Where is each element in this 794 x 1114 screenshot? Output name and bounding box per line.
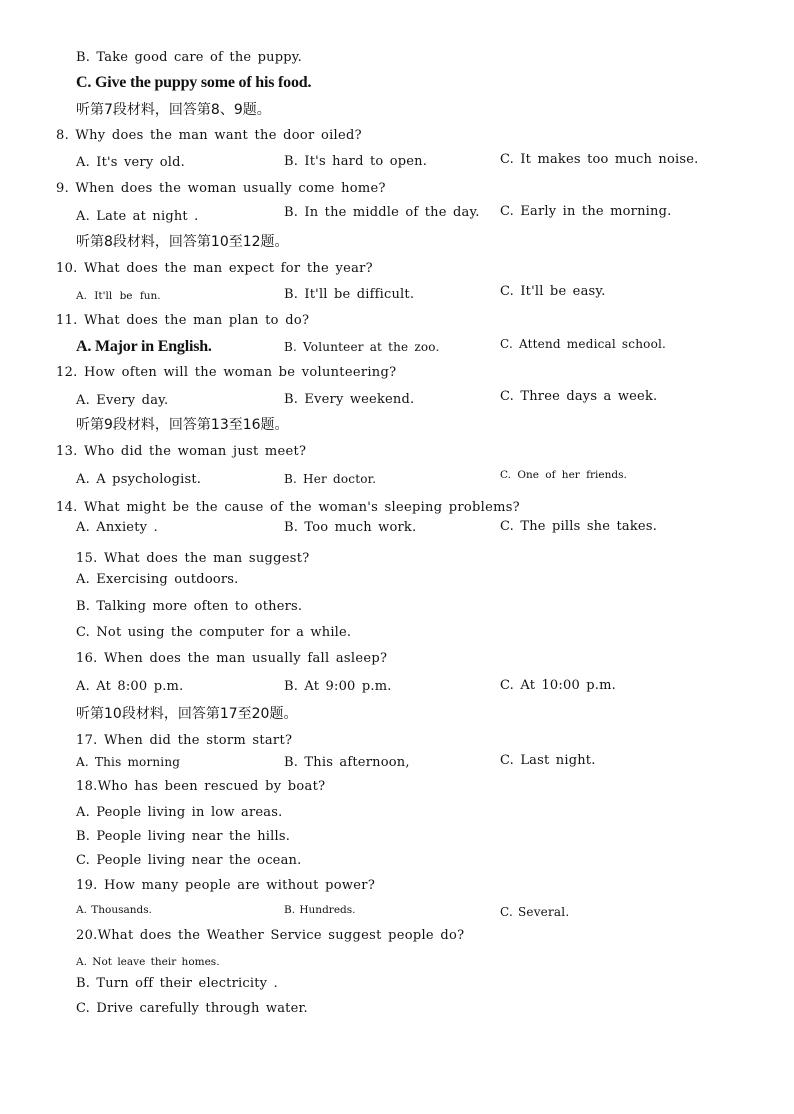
option-19a: A. Thousands. xyxy=(76,904,152,916)
option-20c: C. Drive carefully through water. xyxy=(76,1001,308,1016)
question-9: 9. When does the woman usually come home? xyxy=(56,181,386,196)
option-8a: A. It's very old. xyxy=(76,155,185,170)
option-16a: A. At 8:00 p.m. xyxy=(76,679,184,694)
section-heading-8: 听第8段材料，回答第10至12题。 xyxy=(76,234,289,250)
question-14: 14. What might be the cause of the woman's sleeping problems? xyxy=(56,500,520,515)
option-13a: A. A psychologist. xyxy=(76,472,202,487)
question-10: 10. What does the man expect for the year? xyxy=(56,261,373,276)
option-19c: C. Several. xyxy=(500,905,570,919)
option-12c: C. Three days a week. xyxy=(500,389,658,404)
option-c-give-food: C. Give the puppy some of his food. xyxy=(76,74,312,91)
option-18b: B. People living near the hills. xyxy=(76,829,291,844)
section-heading-10: 听第10段材料，回答第17至20题。 xyxy=(76,706,298,722)
question-17: 17. When did the storm start? xyxy=(76,733,293,748)
option-11b: B. Volunteer at the zoo. xyxy=(284,340,440,354)
option-13c: C. One of her friends. xyxy=(500,469,627,481)
option-15b: B. Talking more often to others. xyxy=(76,599,303,614)
option-12b: B. Every weekend. xyxy=(284,392,415,407)
option-11c: C. Attend medical school. xyxy=(500,337,667,351)
option-9a: A. Late at night . xyxy=(76,209,199,224)
option-18c: C. People living near the ocean. xyxy=(76,853,302,868)
option-14a: A. Anxiety . xyxy=(76,520,158,535)
option-16c: C. At 10:00 p.m. xyxy=(500,678,616,693)
option-8c: C. It makes too much noise. xyxy=(500,152,699,167)
option-19b: B. Hundreds. xyxy=(284,904,356,916)
question-16: 16. When does the man usually fall asleep? xyxy=(76,651,388,666)
option-17a: A. This morning xyxy=(76,755,181,769)
question-13: 13. Who did the woman just meet? xyxy=(56,444,307,459)
option-18a: A. People living in low areas. xyxy=(76,805,283,820)
option-17b: B. This afternoon, xyxy=(284,755,410,770)
option-14b: B. Too much work. xyxy=(284,520,417,535)
option-17c: C. Last night. xyxy=(500,753,596,768)
option-12a: A. Every day. xyxy=(76,393,169,408)
option-15c: C. Not using the computer for a while. xyxy=(76,625,352,640)
option-10c: C. It'll be easy. xyxy=(500,284,606,299)
question-11: 11. What does the man plan to do? xyxy=(56,313,310,328)
question-19: 19. How many people are without power? xyxy=(76,878,376,893)
option-20a: A. Not leave their homes. xyxy=(76,956,220,968)
option-11a: A. Major in English. xyxy=(76,338,212,355)
question-12: 12. How often will the woman be volunteering? xyxy=(56,365,397,380)
question-15: 15. What does the man suggest? xyxy=(76,551,310,566)
option-13b: B. Her doctor. xyxy=(284,472,377,486)
option-15a: A. Exercising outdoors. xyxy=(76,572,239,587)
option-b-take-care: B. Take good care of the puppy. xyxy=(76,50,302,65)
section-heading-7: 听第7段材料，回答第8、9题。 xyxy=(76,102,271,118)
question-8: 8. Why does the man want the door oiled? xyxy=(56,128,362,143)
option-10b: B. It'll be difficult. xyxy=(284,287,415,302)
option-9c: C. Early in the morning. xyxy=(500,204,672,219)
option-14c: C. The pills she takes. xyxy=(500,519,658,534)
section-heading-9: 听第9段材料，回答第13至16题。 xyxy=(76,417,289,433)
option-16b: B. At 9:00 p.m. xyxy=(284,679,392,694)
option-10a: A. It'll be fun. xyxy=(76,290,161,302)
option-9b: B. In the middle of the day. xyxy=(284,205,480,220)
question-18: 18.Who has been rescued by boat? xyxy=(76,779,326,794)
option-20b: B. Turn off their electricity . xyxy=(76,976,278,991)
question-20: 20.What does the Weather Service suggest people do? xyxy=(76,928,465,943)
option-8b: B. It's hard to open. xyxy=(284,154,428,169)
